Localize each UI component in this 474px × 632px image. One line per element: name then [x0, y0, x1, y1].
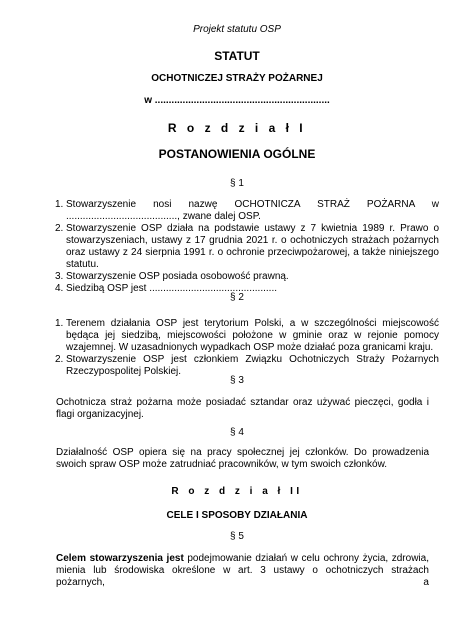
section-5-sign: § 5: [230, 531, 244, 542]
project-caption: Projekt statutu OSP: [193, 24, 281, 35]
section-1-sign: § 1: [230, 178, 244, 189]
list-item: 2. Stowarzyszenie OSP jest członkiem Związku Ochotniczych Straży Pożarnych Rzeczypospolitej Polskiej.: [55, 354, 439, 377]
place-line: w ...............................................................: [144, 95, 330, 106]
section-5-text: Celem stowarzyszenia jest podejmowanie działań w celu ochrony życia, zdrowia, mienia lub środowiska określone w art. 3 ustawy o ochotniczych strażach pożarnych, a: [56, 553, 429, 588]
section-4-text: Działalność OSP opiera się na pracy społecznej jej członków. Do prowadzenia swoich spraw OSP może zatrudniać pracowników, w tym swoich członków.: [56, 447, 429, 470]
section-3-sign: § 3: [230, 375, 244, 386]
list-item: 2. Stowarzyszenie OSP działa na podstawie ustawy z 7 kwietnia 1989 r. Prawo o stowarzyszeniach, ustawy z 17 grudnia 2021 r. o ochotniczych strażach pożarnych oraz ustawy z 24 sierpnia 1991 r. o ochronie przeciwpożarowej, a także niniejszego statutu.: [55, 223, 439, 270]
list-item: 4. Siedzibą OSP jest ..............................................: [55, 283, 277, 294]
chapter-2-title: CELE I SPOSOBY DZIAŁANIA: [166, 510, 308, 521]
document-title: STATUT: [214, 49, 260, 63]
chapter-1-title: POSTANOWIENIA OGÓLNE: [158, 147, 316, 161]
section-2-sign: § 2: [230, 292, 244, 303]
section-2-list: [56, 318, 439, 378]
section-3-text: Ochotnicza straż pożarna może posiadać sztandar oraz używać pieczęci, godła i flagi organizacyjnej.: [56, 397, 429, 420]
list-item: 1. Stowarzyszenie nosi nazwę OCHOTNICZA STRAŻ POŻARNA w ........................................, zwane dalej OSP.: [55, 199, 439, 222]
chapter-1-label: R o z d z i a ł I: [167, 121, 307, 135]
list-item: 1. Terenem działania OSP jest terytorium Polski, a w szczególności miejscowość będąca jej siedzibą, miejscowości położone w gminie oraz w rejonie pomocy wzajemnej. W uzasadnionych wypadkach OSP może działać poza granicami kraju.: [55, 318, 439, 353]
section-4-sign: § 4: [230, 427, 244, 438]
section-1-list: [56, 199, 439, 295]
document-subtitle: OCHOTNICZEJ STRAŻY POŻARNEJ: [151, 73, 323, 84]
list-item: 3. Stowarzyszenie OSP posiada osobowość prawną.: [55, 271, 289, 282]
chapter-2-label: R o z d z i a ł II: [171, 486, 303, 497]
